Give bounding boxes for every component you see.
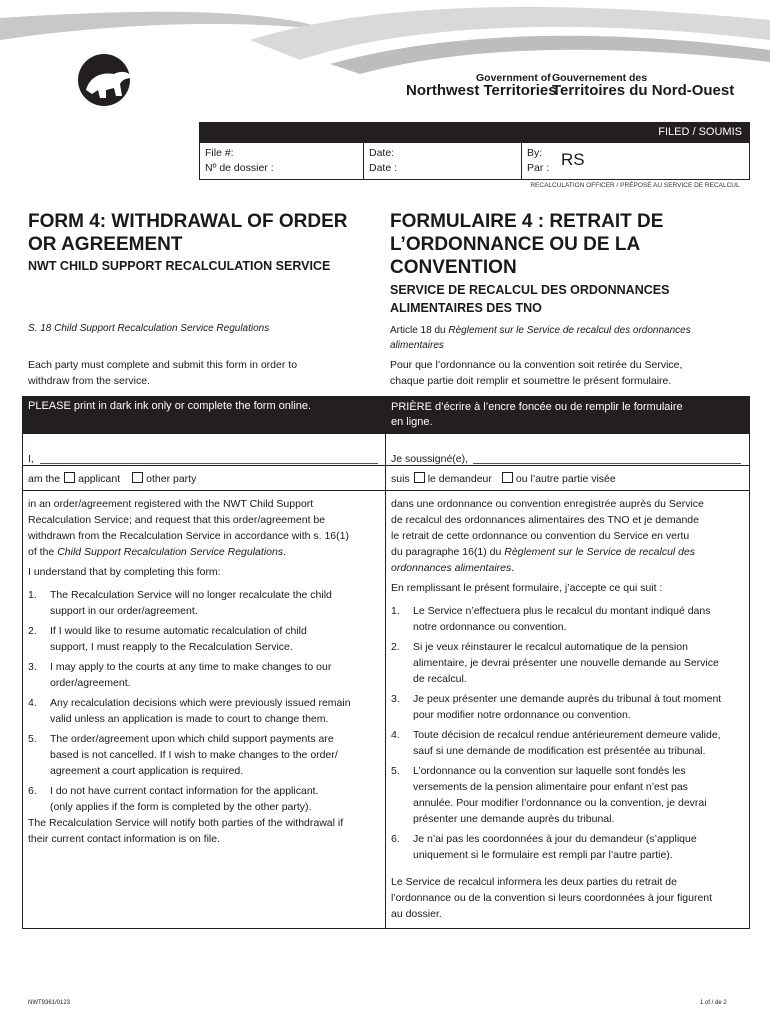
date-field[interactable] — [364, 143, 521, 179]
row-divider-1 — [22, 465, 750, 466]
form-code: NWT9361/0123 — [28, 1000, 71, 1006]
row-divider-2 — [22, 490, 750, 491]
list-item: 5. L’ordonnance ou la convention sur laquelle sont fondés les versements de la pension alimentaire pour enfant n’est pas annulée. Pour modifier l’ordonnance ou la convention, je devrai présenter une demande auprès du tribunal. — [391, 765, 707, 825]
name-input-en[interactable] — [40, 463, 378, 464]
name-input-fr[interactable] — [473, 463, 741, 464]
polar-bear-logo-icon — [72, 50, 142, 110]
list-item: 5. The order/agreement upon which child support payments are based is not cancelled. If I wish to make changes to the order/ agreement a court application is required. — [28, 733, 338, 777]
gov-fr-line1: Gouvernement des — [552, 72, 648, 84]
instruction-en: PLEASE print in dark ink only or complete the form online. — [28, 400, 312, 412]
understand-fr: En remplissant le présent formulaire, j’accepte ce qui suit : — [391, 582, 663, 594]
list-item: 4. Toute décision de recalcul rendue antérieurement demeure valide, sauf si une demande de modification est présentée au tribunal. — [391, 729, 721, 757]
form-title-en: FORM 4: WITHDRAWAL OF ORDER OR AGREEMENT — [28, 211, 348, 255]
column-divider — [385, 434, 386, 929]
regulation-fr: Article 18 du Règlement sur le Service de recalcul des ordonnances alimentaires — [390, 325, 691, 351]
applicant-checkbox[interactable] — [64, 472, 75, 483]
file-label-en: File #: — [205, 147, 234, 159]
date-label-fr: Date : — [369, 162, 398, 174]
conditions-list-en — [28, 587, 383, 819]
list-item: 6. Je n’ai pas les coordonnées à jour du demandeur (s’applique uniquement si le formulaire est rempli par l’autre partie). — [391, 833, 697, 861]
filed-header: FILED / SOUMIS — [199, 122, 750, 142]
gov-en-line2: Northwest Territories — [406, 82, 557, 99]
notify-en: The Recalculation Service will notify both parties of the withdrawal if their current contact information is on file. — [28, 817, 344, 845]
list-item: 1. The Recalculation Service will no longer recalculate the child support in our order/agreement. — [28, 589, 332, 617]
body-en-paragraph: in an order/agreement registered with the NWT Child Support Recalculation Service; and request that this order/agreement be withdrawn from the Recalculation Service in accordance with s. 16(1) of the Child Support Recalculation Service Regulations. — [28, 498, 349, 558]
regulation-en: S. 18 Child Support Recalculation Service Regulations — [28, 323, 270, 334]
body-fr-paragraph: dans une ordonnance ou convention enregistrée auprès du Service de recalcul des ordonnances alimentaires des TNO et je demande le retrait de cette ordonnance ou convention du Service en vertu du paragraphe 16(1) du Règlement sur le Service de recalcul des ordonnances alimentaires. — [391, 498, 704, 574]
officer-caption: RECALCULATION OFFICER / PRÉPOSÉ AU SERVICE DE RECALCUL — [530, 182, 740, 189]
form-title-fr: FORMULAIRE 4 : RETRAIT DE L’ORDONNANCE OU DE LA CONVENTION — [390, 211, 664, 278]
list-item: 3. Je peux présenter une demande auprès du tribunal à tout moment pour modifier notre ordonnance ou convention. — [391, 693, 722, 721]
autre-partie-checkbox[interactable] — [502, 472, 513, 483]
list-item: 2. If I would like to resume automatic recalculation of child support, I must reapply to the Recalculation Service. — [28, 625, 307, 653]
intro-fr: Pour que l’ordonnance ou la convention soit retirée du Service, chaque partie doit remplir et soumettre le présent formulaire. — [390, 359, 683, 387]
notify-fr: Le Service de recalcul informera les deux parties du retrait de l’ordonnance ou de la convention si leurs coordonnées à jour figurent au dossier. — [391, 876, 713, 920]
file-number-field[interactable] — [200, 143, 363, 179]
by-label-en: By: — [527, 147, 543, 159]
je-soussigne-label: Je soussigné(e), — [391, 453, 469, 465]
role-row-en: am the applicant other party — [28, 473, 197, 485]
demandeur-checkbox[interactable] — [414, 472, 425, 483]
intro-en: Each party must complete and submit this form in order to withdraw from the service. — [28, 359, 298, 387]
gov-fr-line2: Territoires du Nord-Ouest — [552, 82, 735, 99]
instruction-fr: PRIÈRE d’écrire à l’encre foncée ou de remplir le formulaire en ligne. — [391, 401, 683, 428]
service-title-fr: SERVICE DE RECALCUL DES ORDONNANCES ALIMENTAIRES DES TNO — [390, 283, 670, 315]
page-number: 1 of / de 2 — [700, 1000, 727, 1006]
by-value: RS — [561, 150, 585, 169]
conditions-list-fr — [391, 603, 746, 867]
list-item: 6. I do not have current contact information for the applicant. (only applies if the form is completed by the other party). — [28, 785, 319, 813]
role-row-fr: suis le demandeur ou l’autre partie visée — [391, 473, 616, 485]
file-label-fr: Nº de dossier : — [205, 162, 274, 174]
other-party-checkbox[interactable] — [132, 472, 143, 483]
filed-box — [199, 142, 750, 180]
list-item: 3. I may apply to the courts at any time to make changes to our order/agreement. — [28, 661, 332, 689]
list-item: 2. Si je veux réinstaurer le recalcul automatique de la pension alimentaire, je devrai présenter une nouvelle demande au Service de recalcul. — [391, 641, 719, 685]
list-item: 1. Le Service n’effectuera plus le recalcul du montant indiqué dans notre ordonnance ou convention. — [391, 605, 711, 633]
gov-en-line1: Government of — [476, 72, 551, 84]
understand-en: I understand that by completing this form: — [28, 566, 221, 578]
date-label-en: Date: — [369, 147, 395, 159]
by-field[interactable] — [522, 143, 749, 179]
i-label: I, — [28, 453, 34, 465]
service-title-en: NWT CHILD SUPPORT RECALCULATION SERVICE — [28, 259, 331, 273]
list-item: 4. Any recalculation decisions which were previously issued remain valid unless an application is made to court to change them. — [28, 697, 351, 725]
by-label-fr: Par : — [527, 162, 550, 174]
